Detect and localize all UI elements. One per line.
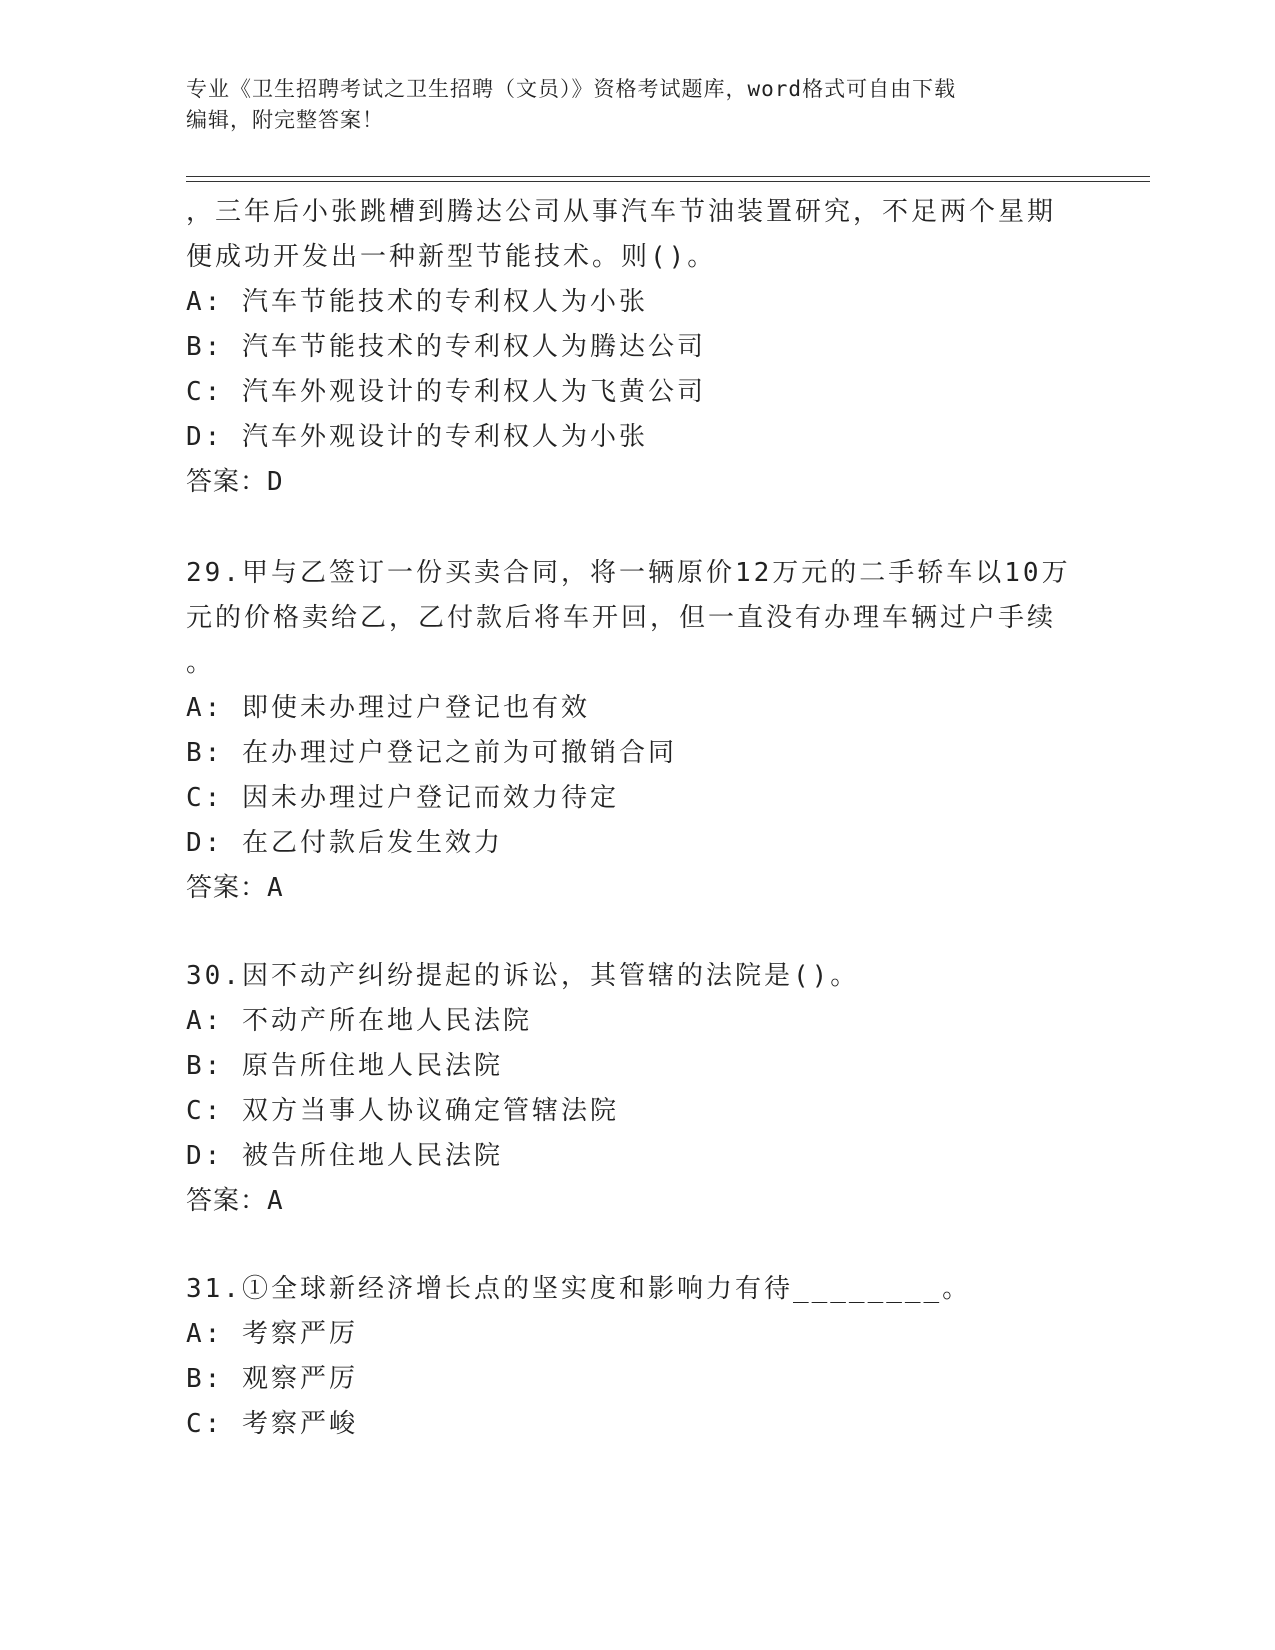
question-stem: ，三年后小张跳槽到腾达公司从事汽车节油装置研究，不足两个星期 (186, 197, 1057, 227)
header-divider-top (186, 176, 1150, 177)
option-c: C: 考察严峻 (186, 1409, 358, 1439)
option-a: A: 考察严厉 (186, 1319, 358, 1349)
header-line-2: 编辑，附完整答案！ (186, 108, 384, 132)
answer-label: 答案：D (186, 467, 284, 497)
question-stem: 。 (186, 648, 216, 678)
option-d: D: 汽车外观设计的专利权人为小张 (186, 422, 648, 452)
document-header (186, 74, 1066, 136)
spacer (186, 1224, 1086, 1267)
option-c: C: 汽车外观设计的专利权人为飞黄公司 (186, 377, 706, 407)
header-divider-bottom (186, 181, 1150, 182)
option-c: C: 因未办理过户登记而效力待定 (186, 783, 619, 813)
option-b: B: 在办理过户登记之前为可撤销合同 (186, 738, 677, 768)
option-d: D: 被告所住地人民法院 (186, 1141, 503, 1171)
option-a: A: 汽车节能技术的专利权人为小张 (186, 287, 648, 317)
answer-label: 答案：A (186, 1186, 284, 1216)
question-list (186, 190, 1086, 1447)
question-stem: 31.①全球新经济增长点的坚实度和影响力有待________。 (186, 1274, 972, 1304)
option-a: A: 不动产所在地人民法院 (186, 1006, 532, 1036)
option-b: B: 观察严厉 (186, 1364, 358, 1394)
question-30 (186, 954, 1086, 1224)
header-line-1: 专业《卫生招聘考试之卫生招聘（文员）》资格考试题库，word格式可自由下载 (186, 77, 957, 101)
option-b: B: 原告所住地人民法院 (186, 1051, 503, 1081)
spacer (186, 505, 1086, 551)
question-28 (186, 190, 1086, 505)
option-a: A: 即使未办理过户登记也有效 (186, 693, 590, 723)
option-b: B: 汽车节能技术的专利权人为腾达公司 (186, 332, 706, 362)
answer-label: 答案：A (186, 873, 284, 903)
question-stem: 29.甲与乙签订一份买卖合同，将一辆原价12万元的二手轿车以10万 (186, 558, 1071, 588)
option-c: C: 双方当事人协议确定管辖法院 (186, 1096, 619, 1126)
question-29 (186, 551, 1086, 911)
question-stem: 30.因不动产纠纷提起的诉讼，其管辖的法院是()。 (186, 961, 860, 991)
question-stem: 便成功开发出一种新型节能技术。则()。 (186, 242, 717, 272)
spacer (186, 911, 1086, 954)
option-d: D: 在乙付款后发生效力 (186, 828, 503, 858)
question-31 (186, 1267, 1086, 1447)
question-stem: 元的价格卖给乙，乙付款后将车开回，但一直没有办理车辆过户手续 (186, 603, 1057, 633)
